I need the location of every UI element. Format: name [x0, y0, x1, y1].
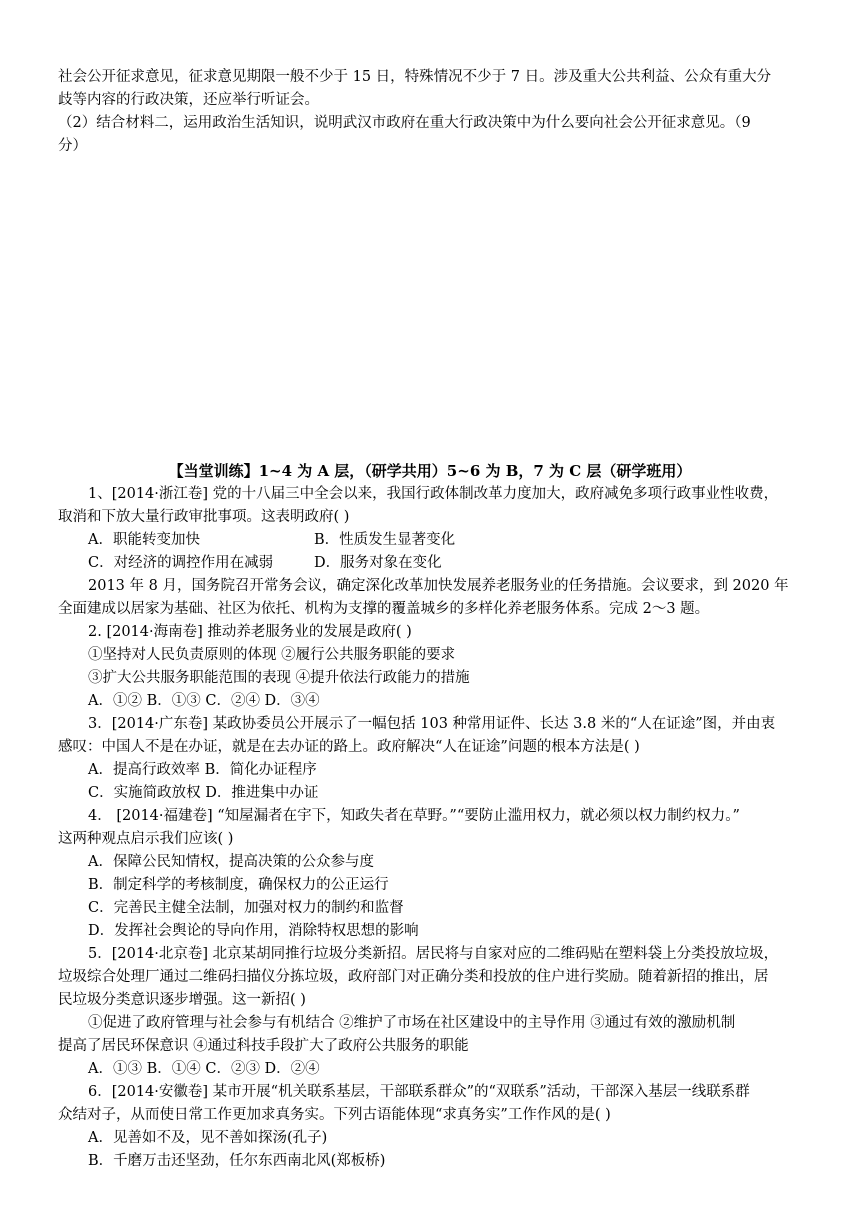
option-b: B．千磨万击还坚劲，任尔东西南北风(郑板桥) — [88, 1153, 386, 1169]
question-5-stem: 垃圾综合处理厂通过二维码扫描仪分拣垃圾，政府部门对正确分类和投放的住户进行奖励。随着新招的推出，居 — [58, 969, 769, 985]
question-5-item: 提高了居民环保意识 ④通过科技手段扩大了政府公共服务的职能 — [58, 1038, 469, 1054]
option-b: B．性质发生显著变化 — [314, 532, 456, 548]
question-4-stem: 这两种观点启示我们应该( ) — [58, 831, 234, 847]
question-1-options — [88, 552, 442, 574]
option-a: A．保障公民知情权，提高决策的公众参与度 — [88, 854, 374, 870]
material-text: 2013 年 8 月，国务院召开常务会议，确定深化改革加快发展养老服务业的任务措施。会议要求，到 2020 年 — [88, 578, 789, 594]
question-3-stem: 3．[2014·广东卷] 某政协委员公开展示了一幅包括 103 种常用证件、长达 3.8 米的“人在证途”图，并由衷 — [88, 716, 776, 732]
question-5-stem: 5．[2014·北京卷] 北京某胡同推行垃圾分类新招。居民将与自家对应的二维码贴在塑料袋上分类投放垃圾， — [88, 946, 779, 962]
question-3-options: A．提高行政效率 B．简化办证程序 — [88, 762, 317, 778]
option-a: A．职能转变加快 — [88, 532, 200, 548]
option-b: B．制定科学的考核制度，确保权力的公正运行 — [88, 877, 389, 893]
question-1-options — [88, 529, 455, 551]
question-2-options: A．①② B．①③ C．②④ D．③④ — [88, 693, 320, 709]
material-text: 全面建成以居家为基础、社区为依托、机构为支撑的覆盖城乡的多样化养老服务体系。完成 2～3 题。 — [58, 601, 710, 617]
question-3-stem: 感叹：中国人不是在办证，就是在去办证的路上。政府解决“人在证途”问题的根本方法是( ) — [58, 739, 640, 755]
section-title: 【当堂训练】1~4 为 A 层，（研学共用）5~6 为 B，7 为 C 层（研学班用） — [168, 462, 692, 480]
question-prompt: （2）结合材料二，运用政治生活知识，说明武汉市政府在重大行政决策中为什么要向社会公开征求意见。（9 — [58, 115, 751, 131]
option-c: C．对经济的调控作用在减弱 — [88, 555, 274, 571]
question-2-item: ①坚持对人民负责原则的体现 ②履行公共服务职能的要求 — [88, 647, 456, 663]
paragraph-line: 社会公开征求意见，征求意见期限一般不少于 15 日，特殊情况不少于 7 日。涉及重大公共利益、公众有重大分 — [58, 69, 772, 85]
paragraph-line: 歧等内容的行政决策，还应举行听证会。 — [58, 92, 319, 108]
option-a: A．见善如不及，见不善如探汤(孔子) — [88, 1130, 328, 1146]
question-6-stem: 6．[2014·安徽卷] 某市开展“机关联系基层，干部联系群众”的“双联系”活动，干部深入基层一线联系群 — [88, 1084, 750, 1100]
question-5-stem: 民垃圾分类意识逐步增强。这一新招( ) — [58, 992, 306, 1008]
question-1-stem: 取消和下放大量行政审批事项。这表明政府( ) — [58, 509, 350, 525]
question-3-options: C．实施简政放权 D．推进集中办证 — [88, 785, 319, 801]
question-4-stem: 4． [2014·福建卷] “知屋漏者在宇下，知政失者在草野。”“要防止滥用权力，就必须以权力制约权力。” — [88, 808, 740, 824]
question-1-stem: 1、[2014·浙江卷] 党的十八届三中全会以来，我国行政体制改革力度加大，政府减免多项行政事业性收费， — [88, 486, 779, 502]
question-2-item: ③扩大公共服务职能范围的表现 ④提升依法行政能力的措施 — [88, 670, 470, 686]
question-5-item: ①促进了政府管理与社会参与有机结合 ②维护了市场在社区建设中的主导作用 ③通过有效的激励机制 — [88, 1015, 736, 1031]
question-2-stem: 2. [2014·海南卷] 推动养老服务业的发展是政府( ) — [88, 624, 412, 640]
question-6-stem: 众结对子，从而使日常工作更加求真务实。下列古语能体现“求真务实”工作作风的是( ) — [58, 1107, 611, 1123]
option-c: C．完善民主健全法制，加强对权力的制约和监督 — [88, 900, 404, 916]
option-d: D．发挥社会舆论的导向作用，消除特权思想的影响 — [88, 923, 419, 939]
question-prompt: 分） — [58, 138, 87, 154]
option-d: D．服务对象在变化 — [314, 555, 442, 571]
question-5-options: A．①③ B．①④ C．②③ D．②④ — [88, 1061, 320, 1077]
